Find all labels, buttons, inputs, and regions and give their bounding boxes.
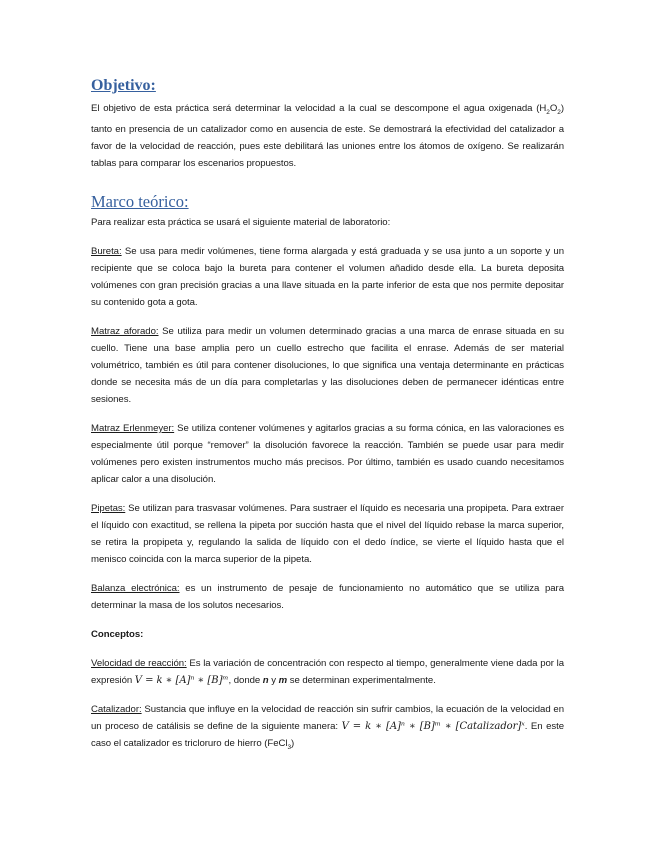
matraz-text: Se utiliza para medir un volumen determinado gracias a una marca de enrase situada en su cuello. Tiene una base amplia pero un cuello estrecho que facilita el enrase. Además de ser material volumétrico, también es útil para contener disoluciones, lo que significa una ventaja determinante en prácticas donde se necesita más de un día para completarlas y las disoluciones deben de permanecer idénticas entre sesiones. <box>91 325 564 405</box>
catalizador-text-1: Sustancia que influye en la velocidad de reacción sin sufrir cambios, la ecuación de la velocidad en un proceso de catálisis se define de la siguiente manera: <box>91 703 564 732</box>
velocidad-text-1: Es la variación de concentración con respecto al tiempo, generalmente viene dada por la expresión <box>91 657 564 686</box>
velocidad-formula: V = k ∗ [A]ⁿ ∗ [B]ᵐ <box>134 674 229 686</box>
velocidad-text-3: y <box>268 674 279 686</box>
catalizador-paragraph <box>91 701 564 756</box>
objetivo-text-2: O <box>549 103 558 114</box>
catalizador-text-2: . En este caso el catalizador es tricloruro de hierro (FeCl <box>91 720 565 749</box>
velocidad-paragraph <box>91 655 564 689</box>
objetivo-paragraph <box>91 100 564 172</box>
balanza-term: Balanza electrónica: <box>91 582 180 594</box>
objetivo-heading: Objetivo: <box>91 77 156 94</box>
pipetas-term: Pipetas: <box>91 502 126 514</box>
erlenmeyer-term: Matraz Erlenmeyer: <box>91 422 175 434</box>
velocidad-term: Velocidad de reacción: <box>91 657 187 669</box>
objetivo-sub-2: 2 <box>557 108 561 116</box>
velocidad-n: n <box>262 674 269 686</box>
matraz-term: Matraz aforado: <box>91 325 159 337</box>
page-content <box>91 76 564 756</box>
velocidad-m: m <box>278 674 288 686</box>
objetivo-text-1: El objetivo de esta práctica será determinar la velocidad a la cual se descompone el agua oxigenada (H <box>91 103 547 114</box>
balanza-paragraph <box>91 580 564 614</box>
bureta-term: Bureta: <box>91 245 122 257</box>
marco-intro: Para realizar esta práctica se usará el siguiente material de laboratorio: <box>91 216 391 228</box>
erlenmeyer-text: Se utiliza contener volúmenes y agitarlos gracias a su forma cónica, en las valoraciones es especialmente útil porque “remover” la disolución favorece la reacción. También se puede usar para medir volúmenes pero existen instrumentos mucho más precisos. Por último, también es usado cuando necesitamos aplicar calor a una disolución. <box>91 422 564 485</box>
catalizador-formula: V = k ∗ [A]ⁿ ∗ [B]ᵐ ∗ [Catalizador]ˣ <box>341 720 525 732</box>
erlenmeyer-paragraph <box>91 420 564 488</box>
objetivo-text-3: ) tanto en presencia de un catalizador como en ausencia de este. Se demostrará la efectividad del catalizador a favor de la velocidad de reacción, pues este debilitará las uniones entre los átomos de oxígeno. Se realizarán tablas para comparar los escenarios propuestos. <box>91 103 564 169</box>
velocidad-text-2: , donde <box>228 674 263 686</box>
matraz-paragraph <box>91 323 564 408</box>
pipetas-paragraph <box>91 500 564 568</box>
catalizador-text-3: ) <box>291 737 295 749</box>
catalizador-sub: 3 <box>287 743 292 751</box>
objetivo-sub-1: 2 <box>546 108 550 116</box>
balanza-text: es un instrumento de pesaje de funcionamiento no automático que se utiliza para determinar la masa de los solutos necesarios. <box>91 582 564 611</box>
velocidad-text-4: se determinan experimentalmente. <box>287 674 436 686</box>
bureta-paragraph <box>91 243 564 311</box>
conceptos-heading: Conceptos: <box>91 628 144 640</box>
catalizador-term: Catalizador: <box>91 703 142 715</box>
marco-heading: Marco teórico: <box>91 191 189 211</box>
pipetas-text: Se utilizan para trasvasar volúmenes. Para sustraer el líquido es necesaria una propipeta. Para extraer el líquido con exactitud, se rellena la pipeta por succión hasta que el nivel del líquido rebase la marca superior, se retira la propipeta y, regulando la salida de líquido con el dedo índice, se vierte el líquido hasta que el menisco coincida con la marca superior de la pipeta. <box>91 502 564 565</box>
bureta-text: Se usa para medir volúmenes, tiene forma alargada y está graduada y se usa junto a un soporte y un recipiente que se coloca bajo la bureta para contener el volumen añadido desde ella. La bureta deposita volúmenes con gran precisión gracias a una llave situada en la parte inferior de esta que nos permite depositar su contenido gota a gota. <box>91 245 564 308</box>
